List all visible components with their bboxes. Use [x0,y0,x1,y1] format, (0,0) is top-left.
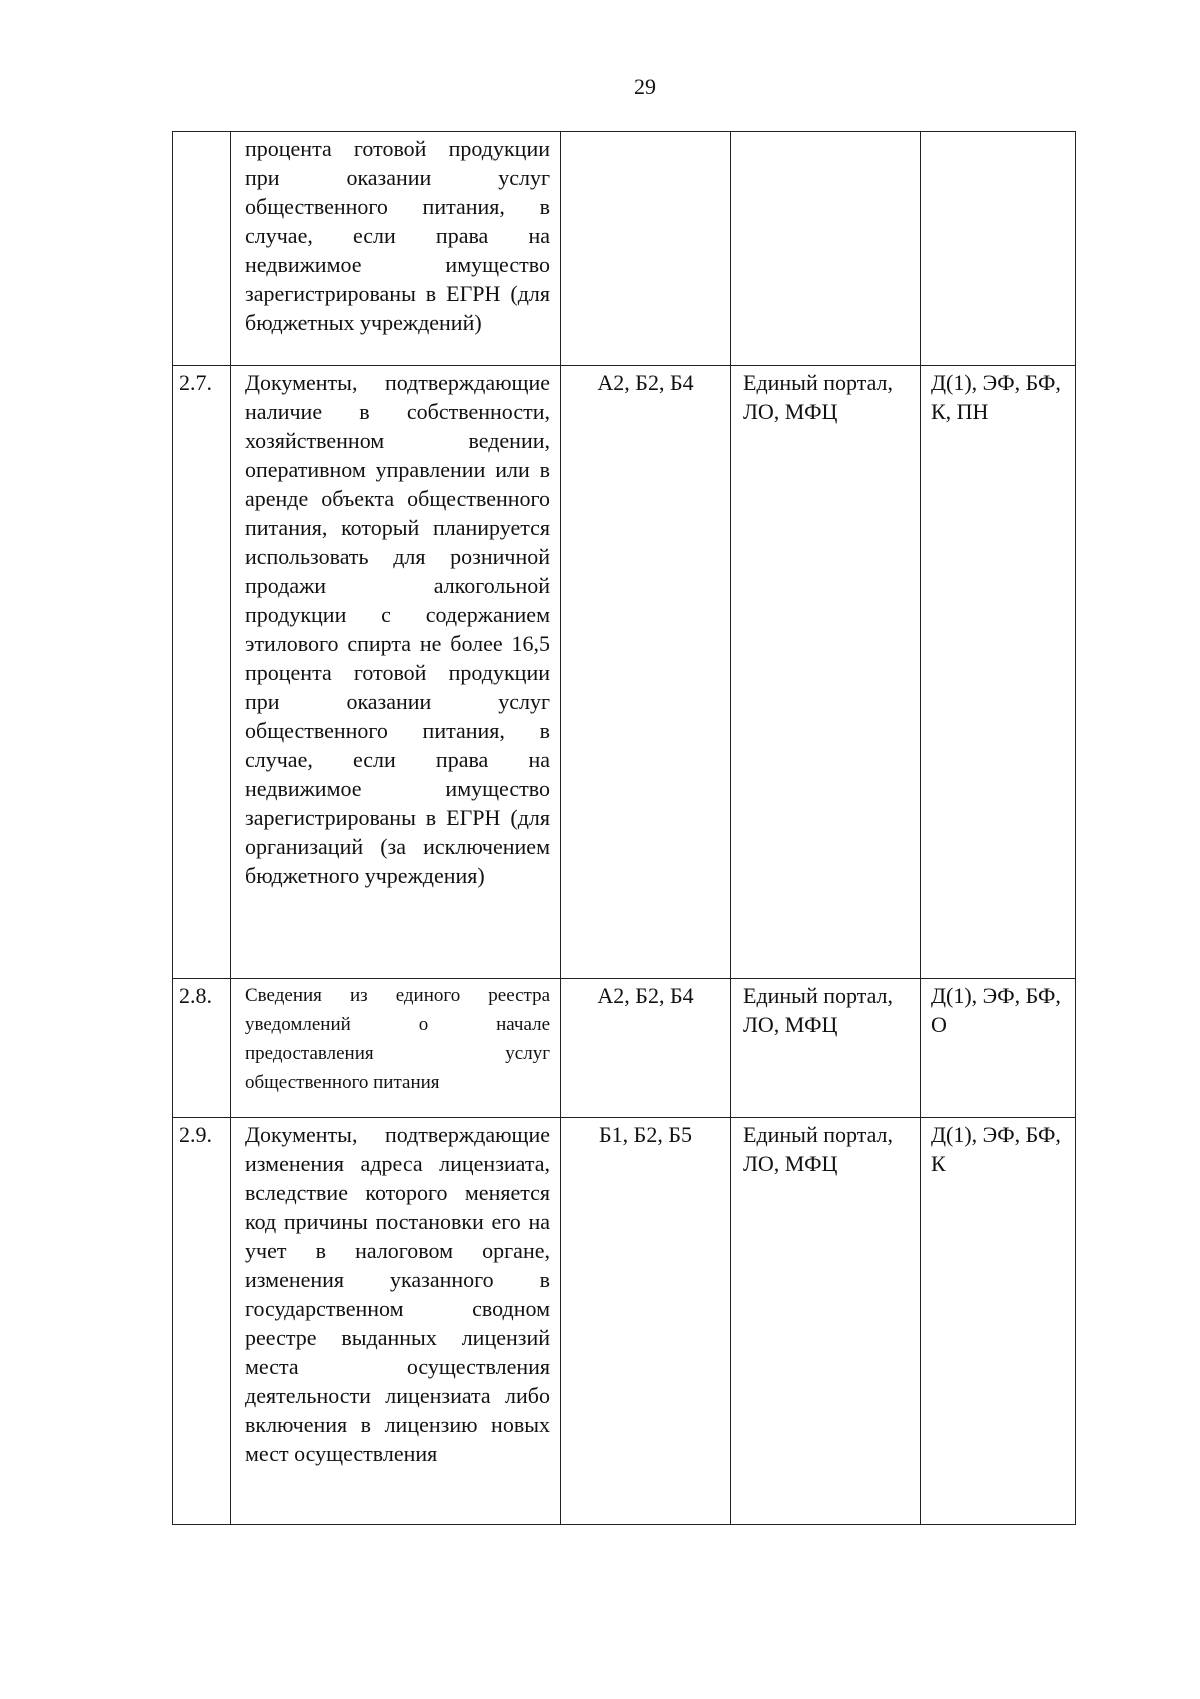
document-description: процента готовой продукции при оказании услуг общественного питания, в случае, если права на недвижимое имущество зарегистрированы в ЕГРН (для бюджетных учреждений) [231,132,561,366]
applicant-categories: А2, Б2, Б4 [561,979,731,1118]
table-row [173,132,1076,366]
page-number: 29 [634,74,656,99]
document-forms: Д(1), ЭФ, БФ, К [921,1118,1076,1525]
document-description: Документы, подтверждающие наличие в собственности, хозяйственном ведении, оперативном управлении или в аренде объекта общественного питания, который планируется использовать для розничной продажи алкогольной продукции с содержанием этилового спирта не более 16,5 процента готовой продукции при оказании услуг общественного питания, в случае, если права на недвижимое имущество зарегистрированы в ЕГРН (для организаций (за исключением бюджетного учреждения) [231,366,561,979]
document-forms [921,132,1076,366]
table-row [173,979,1076,1118]
documents-table [172,131,1076,1525]
document-description: Сведения из единого реестра уведомлений о начале предоставления услуг общественного питания [231,979,561,1118]
submission-channels: Единый портал, ЛО, МФЦ [731,366,921,979]
submission-channels: Единый портал, ЛО, МФЦ [731,1118,921,1525]
document-forms: Д(1), ЭФ, БФ, К, ПН [921,366,1076,979]
applicant-categories: Б1, Б2, Б5 [561,1118,731,1525]
applicant-categories [561,132,731,366]
submission-channels: Единый портал, ЛО, МФЦ [731,979,921,1118]
applicant-categories: А2, Б2, Б4 [561,366,731,979]
row-number: 2.9. [173,1118,231,1525]
submission-channels [731,132,921,366]
row-number: 2.7. [173,366,231,979]
table-row [173,366,1076,979]
row-number [173,132,231,366]
document-forms: Д(1), ЭФ, БФ, О [921,979,1076,1118]
document-description: Документы, подтверждающие изменения адреса лицензиата, вследствие которого меняется код причины постановки его на учет в налоговом органе, изменения указанного в государственном сводном реестре выданных лицензий места осуществления деятельности лицензиата либо включения в лицензию новых мест осуществления [231,1118,561,1525]
table-row [173,1118,1076,1525]
row-number: 2.8. [173,979,231,1118]
